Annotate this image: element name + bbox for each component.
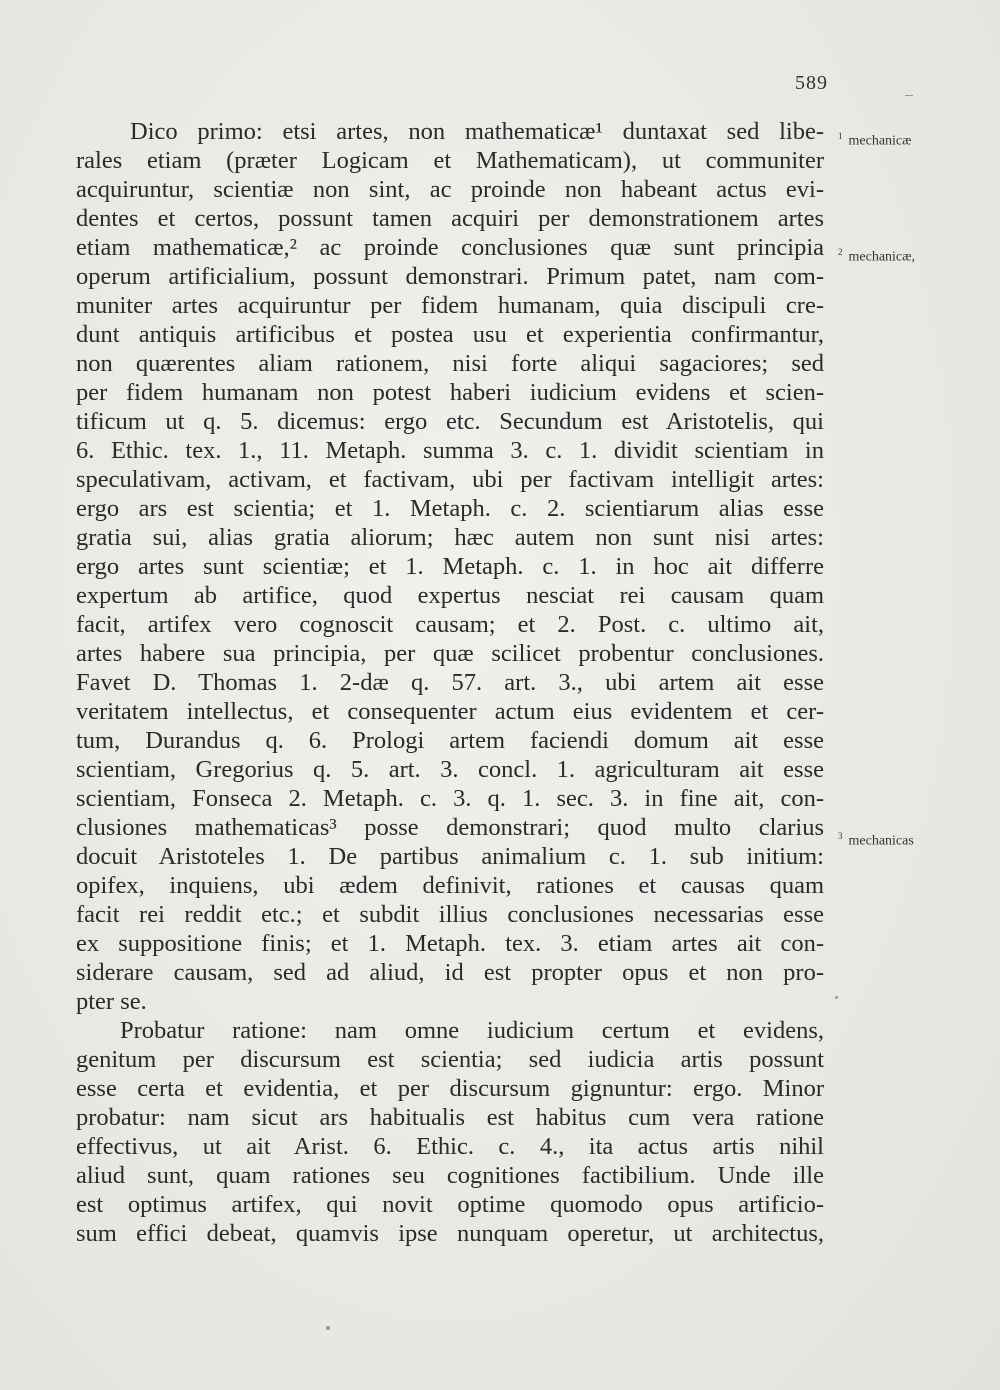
paper-speck	[326, 1326, 330, 1330]
text-line: scientiam, Gregorius q. 5. art. 3. concl. 1. agriculturam ait esse	[76, 756, 824, 783]
margin-note-text: mechanicas	[848, 833, 914, 849]
text-line: Probatur ratione: nam omne iudicium certum et evidens,	[120, 1017, 824, 1044]
margin-note	[838, 131, 911, 150]
text-line: effectivus, ut ait Arist. 6. Ethic. c. 4., ita actus artis nihil	[76, 1133, 824, 1160]
margin-note-number: 1	[838, 131, 843, 141]
text-line: acquiruntur, scientiæ non sint, ac proinde non habeant actus evi-	[76, 176, 824, 203]
text-line: artes habere sua principia, per quæ scilicet probentur conclusiones.	[76, 640, 824, 667]
text-line: expertum ab artifice, quod expertus nesciat rei causam quam	[76, 582, 824, 609]
text-line: sum effici debeat, quamvis ipse nunquam operetur, ut architectus,	[76, 1220, 824, 1247]
margin-note	[838, 831, 914, 850]
text-line: scientiam, Fonseca 2. Metaph. c. 3. q. 1. sec. 3. in fine ait, con-	[76, 785, 824, 812]
margin-note-text: mechanicæ,	[848, 249, 915, 265]
margin-note-number: 2	[838, 247, 843, 257]
text-line: esse certa et evidentia, et per discursum gignuntur: ergo. Minor	[76, 1075, 824, 1102]
text-line: pter se.	[76, 988, 147, 1015]
text-line: Dico primo: etsi artes, non mathematicæ¹ duntaxat sed libe-	[130, 118, 824, 145]
text-line: 6. Ethic. tex. 1., 11. Metaph. summa 3. c. 1. dividit scientiam in	[76, 437, 824, 464]
margin-note	[838, 247, 915, 266]
text-line: ex suppositione finis; et 1. Metaph. tex. 3. etiam artes ait con-	[76, 930, 824, 957]
text-line: veritatem intellectus, et consequenter actum eius evidentem et cer-	[76, 698, 824, 725]
text-line: muniter artes acquiruntur per fidem humanam, quia discipuli cre-	[76, 292, 824, 319]
text-line: dentes et certos, possunt tamen acquiri per demonstrationem artes	[76, 205, 824, 232]
body-text	[76, 117, 824, 1248]
text-line: per fidem humanam non potest haberi iudicium evidens et scien-	[76, 379, 824, 406]
text-line: est optimus artifex, qui novit optime quomodo opus artificio-	[76, 1191, 824, 1218]
text-line: rales etiam (præter Logicam et Mathematicam), ut communiter	[76, 147, 824, 174]
text-line: ergo artes sunt scientiæ; et 1. Metaph. c. 1. in hoc ait differre	[76, 553, 824, 580]
text-line: siderare causam, sed ad aliud, id est propter opus et non pro-	[76, 959, 824, 986]
text-line: etiam mathematicæ,² ac proinde conclusiones quæ sunt principia	[76, 234, 824, 261]
text-line: facit rei reddit etc.; et subdit illius conclusiones necessarias esse	[76, 901, 824, 928]
margin-note-text: mechanicæ	[848, 133, 912, 149]
text-line: opifex, inquiens, ubi ædem definivit, rationes et causas quam	[76, 872, 824, 899]
text-line: gratia sui, alias gratia aliorum; hæc autem non sunt nisi artes:	[76, 524, 824, 551]
paper-speck	[905, 95, 913, 96]
text-line: tum, Durandus q. 6. Prologi artem faciendi domum ait esse	[76, 727, 824, 754]
text-line: dunt antiquis artificibus et postea usu et experientia confirmantur,	[76, 321, 824, 348]
text-line: genitum per discursum est scientia; sed iudicia artis possunt	[76, 1046, 824, 1073]
text-line: probatur: nam sicut ars habitualis est habitus cum vera ratione	[76, 1104, 824, 1131]
text-line: docuit Aristoteles 1. De partibus animalium c. 1. sub initium:	[76, 843, 824, 870]
text-line: aliud sunt, quam rationes seu cognitiones factibilium. Unde ille	[76, 1162, 824, 1189]
text-line: speculativam, activam, et factivam, ubi per factivam intelligit artes:	[76, 466, 824, 493]
text-line: ergo ars est scientia; et 1. Metaph. c. 2. scientiarum alias esse	[76, 495, 824, 522]
text-line: clusiones mathematicas³ posse demonstrari; quod multo clarius	[76, 814, 824, 841]
page-number: 589	[795, 72, 828, 94]
text-line: tificum ut q. 5. dicemus: ergo etc. Secundum est Aristotelis, qui	[76, 408, 824, 435]
margin-note-number: 3	[838, 831, 843, 841]
text-line: Favet D. Thomas 1. 2-dæ q. 57. art. 3., ubi artem ait esse	[76, 669, 824, 696]
text-line: non quærentes aliam rationem, nisi forte aliqui sagaciores; sed	[76, 350, 824, 377]
text-line: facit, artifex vero cognoscit causam; et 2. Post. c. ultimo ait,	[76, 611, 824, 638]
text-line: operum artificialium, possunt demonstrari. Primum patet, nam com-	[76, 263, 824, 290]
paper-speck	[835, 996, 838, 999]
